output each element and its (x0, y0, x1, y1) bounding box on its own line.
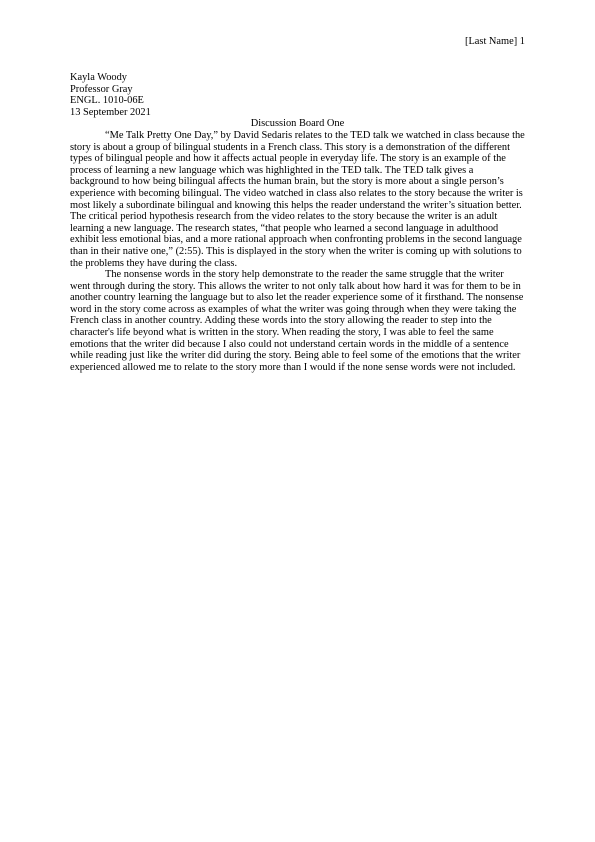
course-code: ENGL. 1010-06E (70, 95, 144, 107)
essay-body (70, 72, 525, 373)
paragraph-2: The nonsense words in the story help demonstrate to the reader the same struggle that the writer went through during the story. This allows the writer to not only talk about how hard it was for them to be in another country learning the language but to also let the reader experience some of it firsthand. The nonsense word in the story come across as examples of what the writer was going through when they were taking the French class in another country. Adding these words into the story allowing the reader to step into the character's life beyond what is written in the story. When reading the story, I was able to feel the same emotions that the writer did because I also could not understand certain words in the middle of a sentence while reading just like the writer did during the story. Being able to feel some of the emotions that the writer experienced allowed me to relate to the story more than I would if the none sense words were not included. (70, 269, 524, 373)
essay-date: 13 September 2021 (70, 106, 151, 118)
professor-name: Professor Gray (70, 83, 133, 95)
paragraph-1: “Me Talk Pretty One Day,” by David Sedaris relates to the TED talk we watched in class because the story is about a group of bilingual students in a French class. This story is a demonstration of the different types of bilingual people and how it affects actual people in everyday life. The story is an example of the process of learning a new language which was highlighted in the TED talk. The TED talk gives a background to how being bilingual affects the human brain, but the story is more about a single person’s experience with becoming bilingual. The video watched in class also relates to the story because the writer is most likely a subordinate bilingual and knowing this helps the reader understand the writer’s situation better. The critical period hypothesis research from the video relates to the story because the writer is an adult learning a new language. The research states, “that people who learned a second language in adulthood exhibit less emotional bias, and a more rational approach when confronting problems in the second language than in their native one,” (2:55). This is displayed in the story when the writer is coming up with solutions to the problems they have during the class. (70, 129, 525, 269)
running-head: [Last Name] 1 (464, 36, 525, 47)
student-name: Kayla Woody (70, 72, 127, 83)
essay-title: Discussion Board One (250, 118, 345, 130)
